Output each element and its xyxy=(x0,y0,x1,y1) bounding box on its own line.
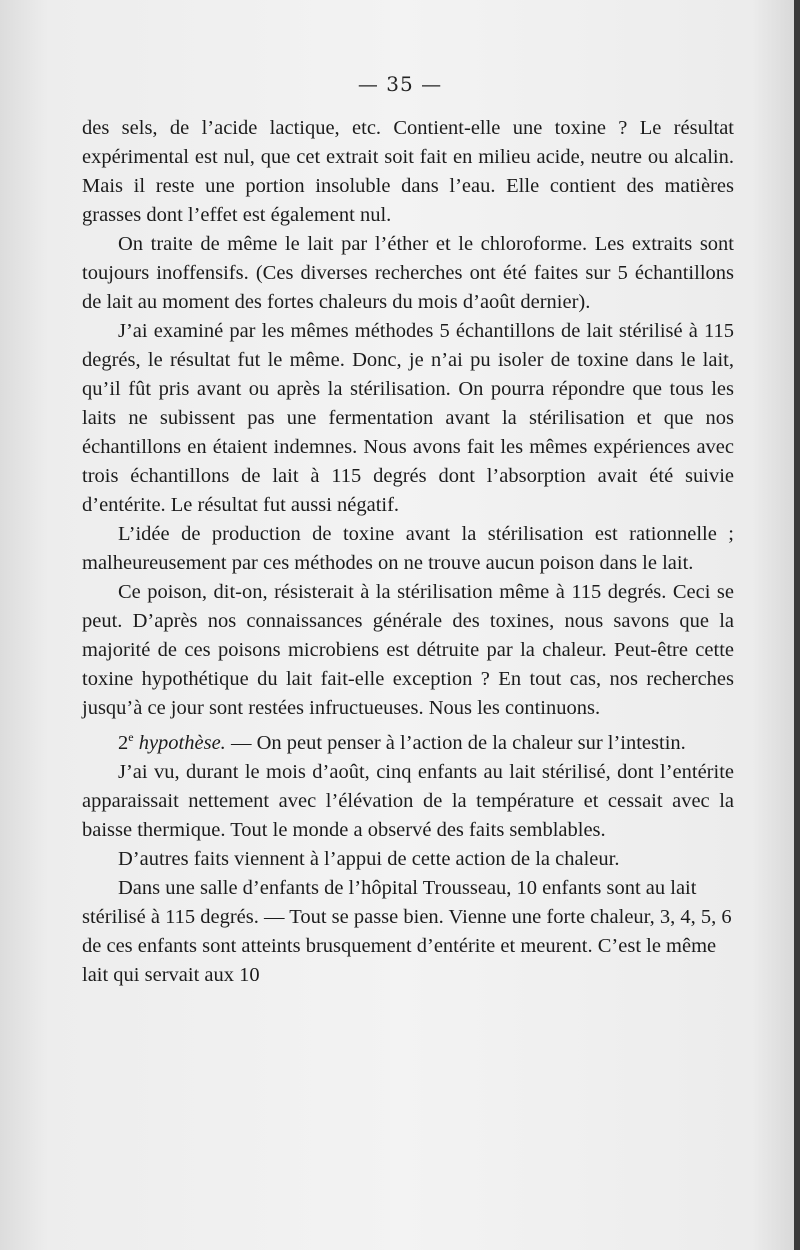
hypothesis-ordinal: e xyxy=(128,730,134,744)
page-edge-shadow xyxy=(794,0,800,1250)
hypothesis-label: hypothèse. xyxy=(133,731,226,754)
paragraph-continuation: des sels, de l’acide lactique, etc. Contient-elle une toxine ? Le résultat expérimental est nul, que cet extrait soit fait en milieu acide, neutre ou alcalin. Mais il reste une portion insoluble dans l’eau. Elle contient des matières grasses dont l’effet est également nul. xyxy=(82,117,734,226)
page-number: — 35 — xyxy=(357,72,443,96)
paragraph-sterilized-samples: J’ai examiné par les mêmes méthodes 5 échantillons de lait stérilisé à 115 degrés, le résultat fut le même. Donc, je n’ai pu isoler de toxine dans le lait, qu’il fût pris avant ou après la stérilisation. On pourra répondre que tous les laits ne subissent pas une fermentation avant la stérilisation et que nos échantillons en étaient indemnes. Nous avons fait les mêmes expériences avec trois échantillons de lait à 115 degrés dont l’absorption avait été suivie d’entérite. Le résultat fut aussi négatif. xyxy=(82,320,734,516)
paragraph-trousseau-hospital: Dans une salle d’enfants de l’hôpital Trousseau, 10 enfants sont au lait stérilisé à 115 degrés. — Tout se passe bien. Vienne une forte chaleur, 3, 4, 5, 6 de ces enfants sont atteints brusquement d’entérite et meurent. C’est le même lait qui servait aux 10 xyxy=(82,876,732,986)
paragraph-august-observation: J’ai vu, durant le mois d’août, cinq enfants au lait stérilisé, dont l’entérite apparaissait nettement avec l’élévation de la température et cessait avec la baisse thermique. Tout le monde a observé des faits semblables. xyxy=(82,760,734,841)
paragraph-ether-chloroform: On traite de même le lait par l’éther et le chloroforme. Les extraits sont toujours inoffensifs. (Ces diverses recherches ont été faites sur 5 échantillons de lait au moment des fortes chaleurs du mois d’août dernier). xyxy=(82,233,734,313)
paragraph-other-facts: D’autres faits viennent à l’appui de cette action de la chaleur. xyxy=(118,847,620,870)
hypothesis-text: — On peut penser à l’action de la chaleur sur l’intestin. xyxy=(225,731,686,754)
hypothesis-number: 2 xyxy=(118,731,129,754)
paragraph-toxine-idea: L’idée de production de toxine avant la stérilisation est rationnelle ; malheureusement par ces méthodes on ne trouve aucun poison dans le lait. xyxy=(82,523,734,574)
paragraph-second-hypothesis xyxy=(82,723,734,758)
paragraph-poison-resistance: Ce poison, dit-on, résisterait à la stérilisation même à 115 degrés. Ceci se peut. D’après nos connaissances générale des toxines, nous savons que la majorité de ces poisons microbiens est détruite par la chaleur. Peut-être cette toxine hypothétique du lait fait-elle exception ? En tout cas, nos recherches jusqu’à ce jour sont restées infructueuses. Nous les continuons. xyxy=(82,581,734,719)
body-text xyxy=(82,114,734,990)
